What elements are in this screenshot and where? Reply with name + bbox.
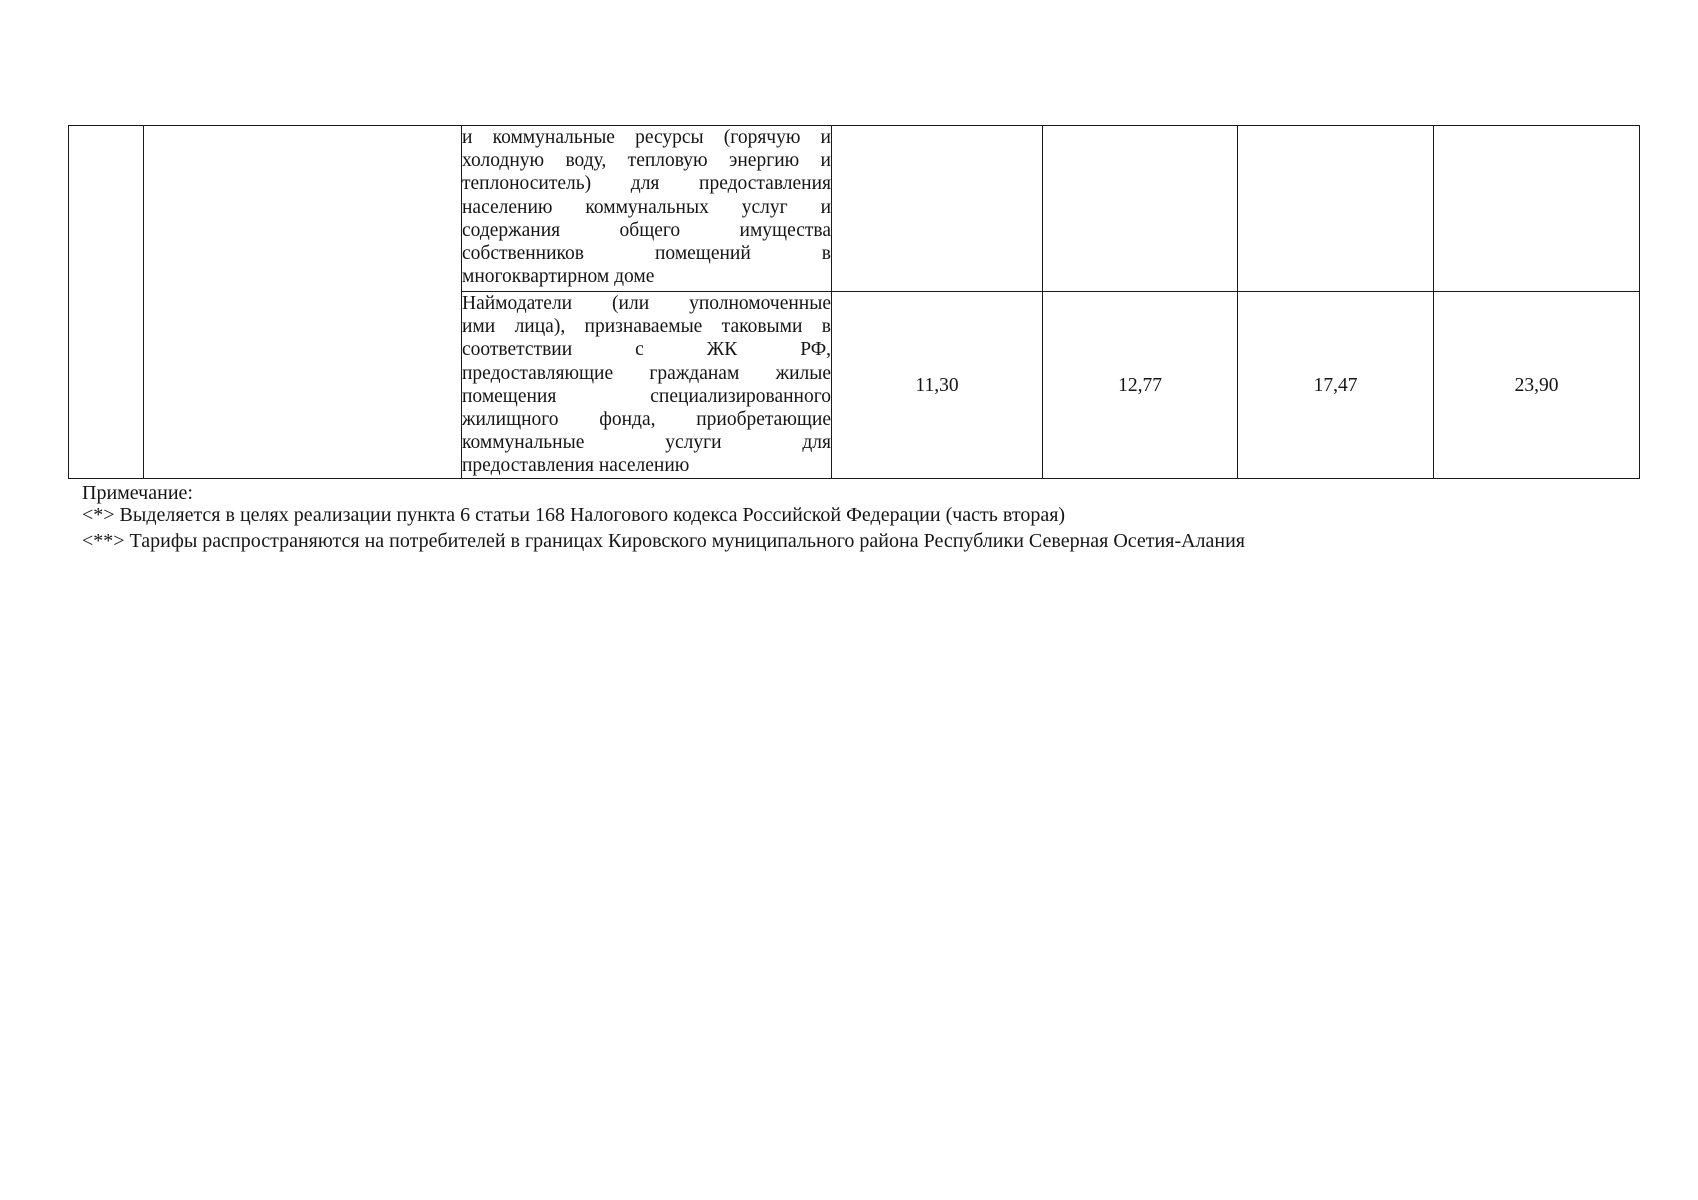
description-line: Наймодатели (или уполномоченные bbox=[462, 293, 831, 314]
description-line: теплоноситель) для предоставления bbox=[462, 173, 831, 195]
description-line: жилищного фонда, приобретающие bbox=[462, 409, 831, 431]
consumer-description-cell bbox=[462, 292, 832, 479]
footnote-item: <*> Выделяется в целях реализации пункта 6 статьи 168 Налогового кодекса Российской Федерации (часть вторая) bbox=[82, 504, 1066, 526]
tariff-value-cell: 12,77 bbox=[1043, 292, 1238, 479]
tariff-value-cell: 11,30 bbox=[832, 292, 1043, 479]
description-line: соответствии с ЖК РФ, bbox=[462, 339, 831, 361]
description-line: и коммунальные ресурсы (горячую и bbox=[462, 127, 831, 148]
tariff-value-cell: 23,90 bbox=[1434, 292, 1640, 479]
table-row bbox=[69, 126, 1640, 292]
description-line: содержания общего имущества bbox=[462, 219, 831, 241]
tariff-value-cell bbox=[1043, 126, 1238, 292]
description-line: предоставления населению bbox=[462, 455, 690, 477]
tariff-value-cell bbox=[1434, 126, 1640, 292]
tariff-value-cell bbox=[1238, 126, 1434, 292]
tariff-value-cell bbox=[832, 126, 1043, 292]
index-cell bbox=[69, 126, 144, 479]
footnote-item: <**> Тарифы распространяются на потребителей в границах Кировского муниципального района Республики Северная Осетия-Алания bbox=[82, 530, 1246, 552]
description-line: предоставляющие гражданам жилые bbox=[462, 362, 831, 384]
category-cell bbox=[144, 126, 462, 479]
tariff-table bbox=[68, 125, 1640, 479]
description-line: холодную воду, тепловую энергию и bbox=[462, 150, 831, 172]
description-line: помещения специализированного bbox=[462, 385, 831, 407]
tariff-value-cell: 17,47 bbox=[1238, 292, 1434, 479]
notes-heading: Примечание: bbox=[82, 482, 193, 504]
description-line: собственников помещений в bbox=[462, 243, 831, 265]
description-line: ими лица), признаваемые таковыми в bbox=[462, 316, 831, 338]
consumer-description-cell bbox=[462, 126, 832, 292]
description-line: коммунальные услуги для bbox=[462, 432, 831, 454]
description-line: населению коммунальных услуг и bbox=[462, 196, 831, 218]
description-line: многоквартирном доме bbox=[462, 266, 655, 288]
